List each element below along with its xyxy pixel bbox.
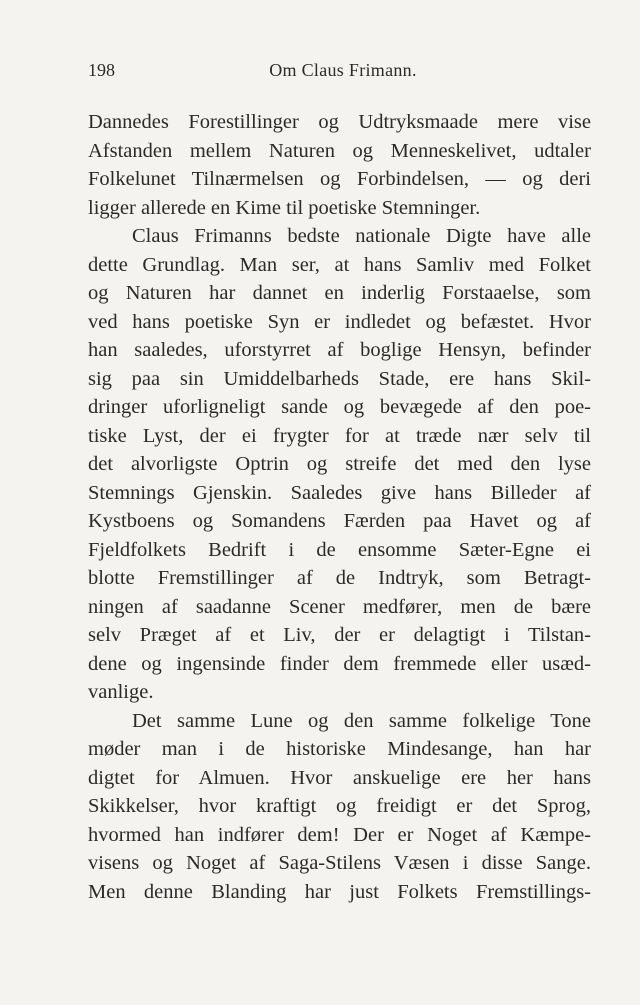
text-line: dringer uforligneligt sande og bevægede af den poe-	[88, 396, 591, 418]
text-line: digtet for Almuen. Hvor anskuelige ere her hans	[88, 766, 591, 789]
text-line: hvormed han indfører dem! Der er Noget af Kæmpe-	[88, 823, 591, 846]
text-line: Afstanden mellem Naturen og Menneskelivet, udtaler	[88, 139, 591, 162]
text-line: det alvorligste Optrin og streife det med den lyse	[88, 453, 591, 475]
text-line: Kystboens og Somandens Færden paa Havet og af	[88, 510, 591, 532]
text-line: Skikkelser, hvor kraftigt og freidigt er det Sprog,	[88, 795, 591, 817]
text-line: han saaledes, uforstyrret af boglige Hensyn, befinder	[88, 339, 591, 361]
text-line: sig paa sin Umiddelbarheds Stade, ere hans Skil-	[88, 367, 591, 390]
text-line: Stemnings Gjenskin. Saaledes give hans Billeder af	[88, 481, 591, 504]
text-line: og Naturen har dannet en inderlig Forstaaelse, som	[88, 282, 591, 304]
text-line: Men denne Blanding har just Folkets Fremstillings-	[88, 880, 591, 903]
text-line: ved hans poetiske Syn er indledet og befæstet. Hvor	[88, 310, 591, 333]
text-line: Folkelunet Tilnærmelsen og Forbindelsen, — og deri	[88, 168, 591, 190]
running-title: Om Claus Frimann.	[269, 60, 417, 80]
running-header	[88, 60, 580, 90]
text-line: dene og ingensinde finder dem fremmede eller usæd-	[88, 652, 591, 675]
text-line: Fjeldfolkets Bedrift i de ensomme Sæter-Egne ei	[88, 538, 591, 561]
text-line: ligger allerede en Kime til poetiske Stemninger.	[88, 196, 481, 219]
text-line: Dannedes Forestillinger og Udtryksmaade mere vise	[88, 111, 591, 133]
text-line: møder man i de historiske Mindesange, han har	[88, 738, 591, 760]
text-line: visens og Noget af Saga-Stilens Væsen i disse Sange.	[88, 852, 591, 874]
text-line: ningen af saadanne Scener medfører, men de bære	[88, 595, 591, 618]
text-line: vanlige.	[88, 681, 154, 703]
text-line: dette Grundlag. Man ser, at hans Samliv med Folket	[88, 253, 591, 276]
text-line: tiske Lyst, der ei frygter for at træde nær selv til	[88, 424, 591, 447]
text-line: blotte Fremstillinger af de Indtryk, som Betragt-	[88, 567, 591, 589]
text-line: Det samme Lune og den samme folkelige Tone	[132, 709, 591, 732]
text-line: Claus Frimanns bedste nationale Digte have alle	[132, 225, 591, 247]
page-number: 198	[88, 60, 115, 80]
text-line: selv Præget af et Liv, der er delagtigt i Tilstan-	[88, 624, 591, 646]
text-block	[88, 108, 591, 906]
